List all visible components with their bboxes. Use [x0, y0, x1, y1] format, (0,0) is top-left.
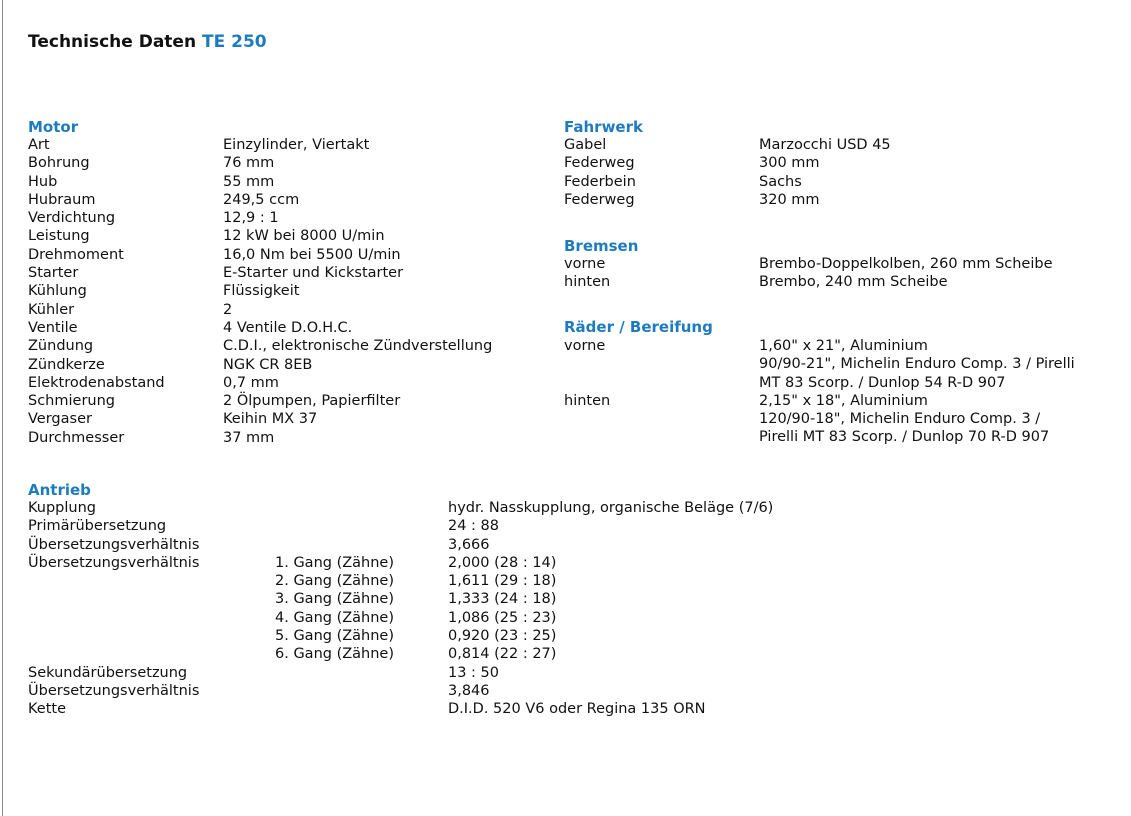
spec-row: [564, 154, 1124, 172]
spec-value: 12 kW bei 8000 U/min: [223, 228, 385, 245]
spec-label: Schmierung: [28, 393, 115, 410]
spec-label: vorne: [564, 338, 606, 354]
spec-value: Brembo-Doppelkolben, 260 mm Scheibe: [759, 256, 1053, 272]
spec-row: [28, 682, 828, 700]
spec-value: 1,086 (25 : 23): [448, 609, 557, 626]
spec-row: [28, 572, 828, 590]
spec-label: Zündung: [28, 338, 94, 355]
spec-row: [28, 536, 828, 554]
spec-row: [564, 374, 1124, 392]
spec-value: 2 Ölpumpen, Papierfilter: [223, 393, 401, 410]
page-title: [28, 32, 267, 52]
spec-value: Einzylinder, Viertakt: [223, 137, 370, 153]
section-heading-motor: Motor: [28, 118, 79, 136]
spec-value: 3,846: [448, 682, 490, 699]
spec-value: Flüssigkeit: [223, 283, 300, 300]
page-title-model: TE 250: [202, 32, 267, 52]
spec-label: Übersetzungsverhältnis: [28, 554, 200, 571]
spec-value: Marzocchi USD 45: [759, 137, 891, 153]
spec-label: hinten: [564, 392, 611, 409]
raeder-spec-list: [564, 337, 1124, 447]
page-title-prefix: Technische Daten: [28, 32, 197, 52]
spec-row: [28, 392, 548, 410]
spec-label: Hubraum: [28, 191, 96, 208]
spec-row: [28, 374, 548, 392]
section-heading-bremsen: Bremsen: [564, 237, 639, 255]
antrieb-spec-list: [28, 499, 828, 719]
spec-label: Vergaser: [28, 411, 92, 428]
spec-sub: 6. Gang (Zähne): [275, 646, 395, 663]
spec-row: [28, 429, 548, 447]
spec-label: Kühlung: [28, 283, 87, 300]
spec-label: Kette: [28, 701, 66, 718]
spec-row: [28, 337, 548, 355]
spec-row: [564, 173, 1124, 191]
spec-label: Kupplung: [28, 500, 96, 516]
spec-label: Primärübersetzung: [28, 518, 167, 535]
spec-sub: 4. Gang (Zähne): [275, 609, 395, 626]
spec-value: 12,9 : 1: [223, 210, 279, 227]
spec-row: [28, 282, 548, 300]
spec-sub: 5. Gang (Zähne): [275, 628, 395, 645]
spec-row: [564, 191, 1124, 209]
spec-value: Keihin MX 37: [223, 411, 318, 428]
page-left-border: [2, 0, 3, 816]
spec-value: 1,60" x 21", Aluminium: [759, 338, 928, 354]
spec-value: 320 mm: [759, 191, 820, 208]
spec-value: 37 mm: [223, 429, 275, 446]
spec-label: Starter: [28, 265, 79, 282]
spec-value: Brembo, 240 mm Scheibe: [759, 274, 948, 291]
spec-row: [28, 264, 548, 282]
spec-row: [28, 499, 828, 517]
spec-row: [28, 609, 828, 627]
spec-row: [564, 355, 1124, 373]
spec-label: Leistung: [28, 228, 90, 245]
spec-value: 24 : 88: [448, 518, 500, 535]
spec-value: 2: [223, 301, 233, 318]
spec-value: 300 mm: [759, 155, 820, 172]
spec-value: 0,920 (23 : 25): [448, 628, 557, 645]
spec-row: [28, 246, 548, 264]
spec-value: Pirelli MT 83 Scorp. / Dunlop 70 R-D 907: [759, 429, 1050, 446]
spec-row: [28, 227, 548, 245]
spec-value: 1,333 (24 : 18): [448, 591, 557, 608]
spec-label: Federbein: [564, 173, 636, 190]
spec-label: Kühler: [28, 301, 75, 318]
spec-row: [564, 337, 1124, 355]
spec-row: [28, 209, 548, 227]
spec-label: Hub: [28, 173, 58, 190]
spec-value: 90/90-21", Michelin Enduro Comp. 3 / Pirelli: [759, 356, 1075, 373]
bremsen-spec-list: [564, 255, 1124, 292]
spec-row: [28, 301, 548, 319]
spec-value: 76 mm: [223, 155, 275, 172]
spec-label: Durchmesser: [28, 429, 125, 446]
motor-spec-list: [28, 136, 548, 447]
spec-row: [564, 428, 1124, 446]
spec-value: 0,7 mm: [223, 374, 279, 391]
spec-value: 4 Ventile D.O.H.C.: [223, 319, 353, 336]
section-heading-raeder: Räder / Bereifung: [564, 318, 713, 336]
spec-value: E-Starter und Kickstarter: [223, 265, 404, 282]
spec-row: [28, 664, 828, 682]
spec-label: Sekundärübersetzung: [28, 664, 188, 681]
spec-label: Gabel: [564, 137, 607, 153]
spec-value: D.I.D. 520 V6 oder Regina 135 ORN: [448, 701, 706, 718]
spec-row: [28, 410, 548, 428]
spec-value: 249,5 ccm: [223, 191, 300, 208]
spec-row: [28, 645, 828, 663]
spec-label: hinten: [564, 274, 611, 291]
spec-row: [28, 554, 828, 572]
spec-label: Übersetzungsverhältnis: [28, 536, 200, 553]
spec-row: [564, 392, 1124, 410]
spec-value: 55 mm: [223, 173, 275, 190]
spec-label: Verdichtung: [28, 210, 116, 227]
spec-sub: 2. Gang (Zähne): [275, 573, 395, 590]
spec-row: [564, 255, 1124, 273]
spec-value: NGK CR 8EB: [223, 356, 313, 373]
spec-row: [28, 517, 828, 535]
spec-row: [28, 136, 548, 154]
spec-row: [28, 590, 828, 608]
spec-value: 120/90-18", Michelin Enduro Comp. 3 /: [759, 411, 1041, 428]
spec-value: 13 : 50: [448, 664, 500, 681]
spec-value: hydr. Nasskupplung, organische Beläge (7/6): [448, 500, 774, 516]
spec-row: [28, 700, 828, 718]
spec-label: Federweg: [564, 155, 635, 172]
spec-row: [564, 136, 1124, 154]
spec-row: [28, 173, 548, 191]
spec-row: [28, 356, 548, 374]
spec-value: 16,0 Nm bei 5500 U/min: [223, 246, 401, 263]
spec-sub: 3. Gang (Zähne): [275, 591, 395, 608]
spec-row: [28, 191, 548, 209]
spec-label: Übersetzungsverhältnis: [28, 682, 200, 699]
spec-label: Drehmoment: [28, 246, 124, 263]
fahrwerk-spec-list: [564, 136, 1124, 209]
spec-value: 2,15" x 18", Aluminium: [759, 392, 928, 409]
spec-value: Sachs: [759, 173, 802, 190]
spec-row: [564, 273, 1124, 291]
section-heading-fahrwerk: Fahrwerk: [564, 118, 643, 136]
spec-label: Zündkerze: [28, 356, 105, 373]
spec-value: MT 83 Scorp. / Dunlop 54 R-D 907: [759, 374, 1006, 391]
spec-row: [564, 410, 1124, 428]
spec-label: Elektrodenabstand: [28, 374, 165, 391]
spec-sub: 1. Gang (Zähne): [275, 554, 395, 571]
spec-row: [28, 154, 548, 172]
spec-label: Bohrung: [28, 155, 90, 172]
spec-row: [28, 627, 828, 645]
spec-label: Ventile: [28, 319, 78, 336]
spec-label: vorne: [564, 256, 606, 272]
spec-value: 0,814 (22 : 27): [448, 646, 557, 663]
section-heading-antrieb: Antrieb: [28, 481, 91, 499]
spec-value: 2,000 (28 : 14): [448, 554, 557, 571]
spec-value: C.D.I., elektronische Zündverstellung: [223, 338, 493, 355]
spec-value: 3,666: [448, 536, 490, 553]
spec-label: Art: [28, 137, 50, 153]
spec-label: Federweg: [564, 191, 635, 208]
spec-row: [28, 319, 548, 337]
spec-value: 1,611 (29 : 18): [448, 573, 557, 590]
